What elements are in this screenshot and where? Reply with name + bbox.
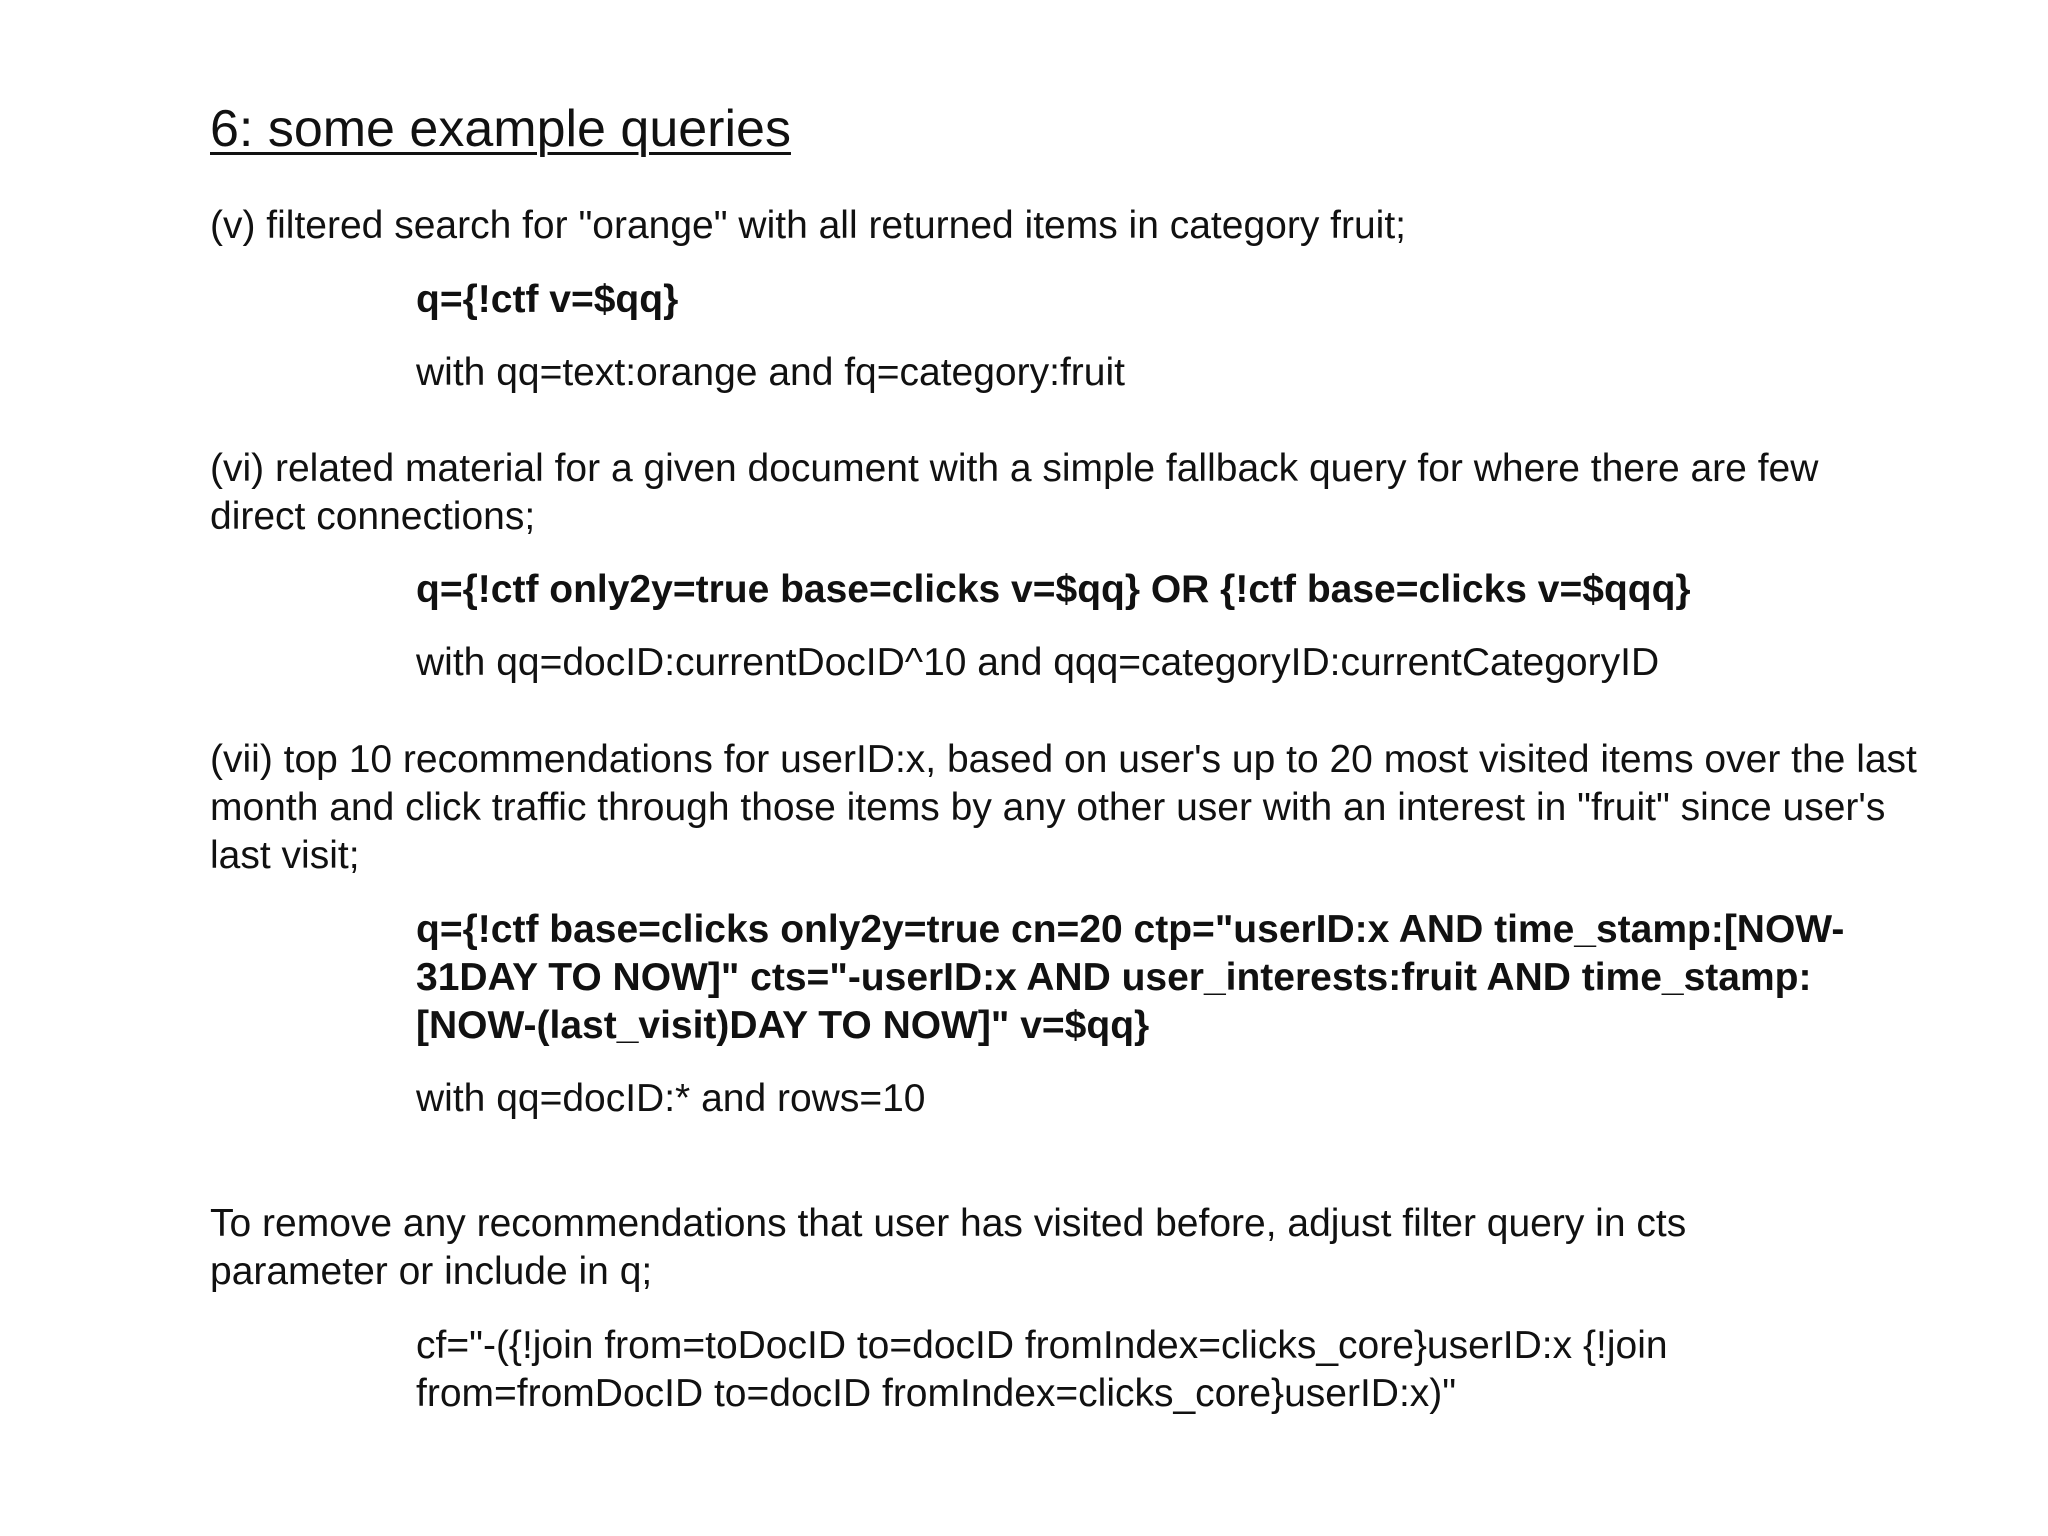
section-vii-intro: (vii) top 10 recommendations for userID:x, based on user's up to 20 most visited items over the last month and click traffic through those items by any other user with an interest in "fruit" since user's last visit; (210, 738, 1917, 877)
section-v-query: q={!ctf v=$qq} (416, 278, 679, 321)
footer-intro: To remove any recommendations that user has visited before, adjust filter query in cts parameter or include in q; (210, 1202, 1687, 1293)
section-vii-query: q={!ctf base=clicks only2y=true cn=20 ctp="userID:x AND time_stamp:[NOW-31DAY TO NOW]" cts="-userID:x AND user_interests:fruit AND time_stamp:[NOW-(last_visit)DAY TO NOW]" v=$qq} (416, 908, 1845, 1047)
footer-code: cf="-({!join from=toDocID to=docID fromIndex=clicks_core}userID:x {!join from=fromDocID to=docID fromIndex=clicks_core}userID:x)" (416, 1324, 1668, 1415)
section-vi-query: q={!ctf only2y=true base=clicks v=$qq} OR {!ctf base=clicks v=$qqq} (416, 568, 1691, 611)
slide-title: 6: some example queries (210, 100, 791, 158)
section-v-note: with qq=text:orange and fq=category:fruit (416, 351, 1125, 394)
section-v-intro: (v) filtered search for "orange" with all returned items in category fruit; (210, 204, 1407, 247)
section-vi-note: with qq=docID:currentDocID^10 and qqq=categoryID:currentCategoryID (416, 641, 1660, 684)
section-vii-note: with qq=docID:* and rows=10 (416, 1077, 926, 1120)
section-vi-intro: (vi) related material for a given document with a simple fallback query for where there are few direct connections; (210, 447, 1819, 538)
